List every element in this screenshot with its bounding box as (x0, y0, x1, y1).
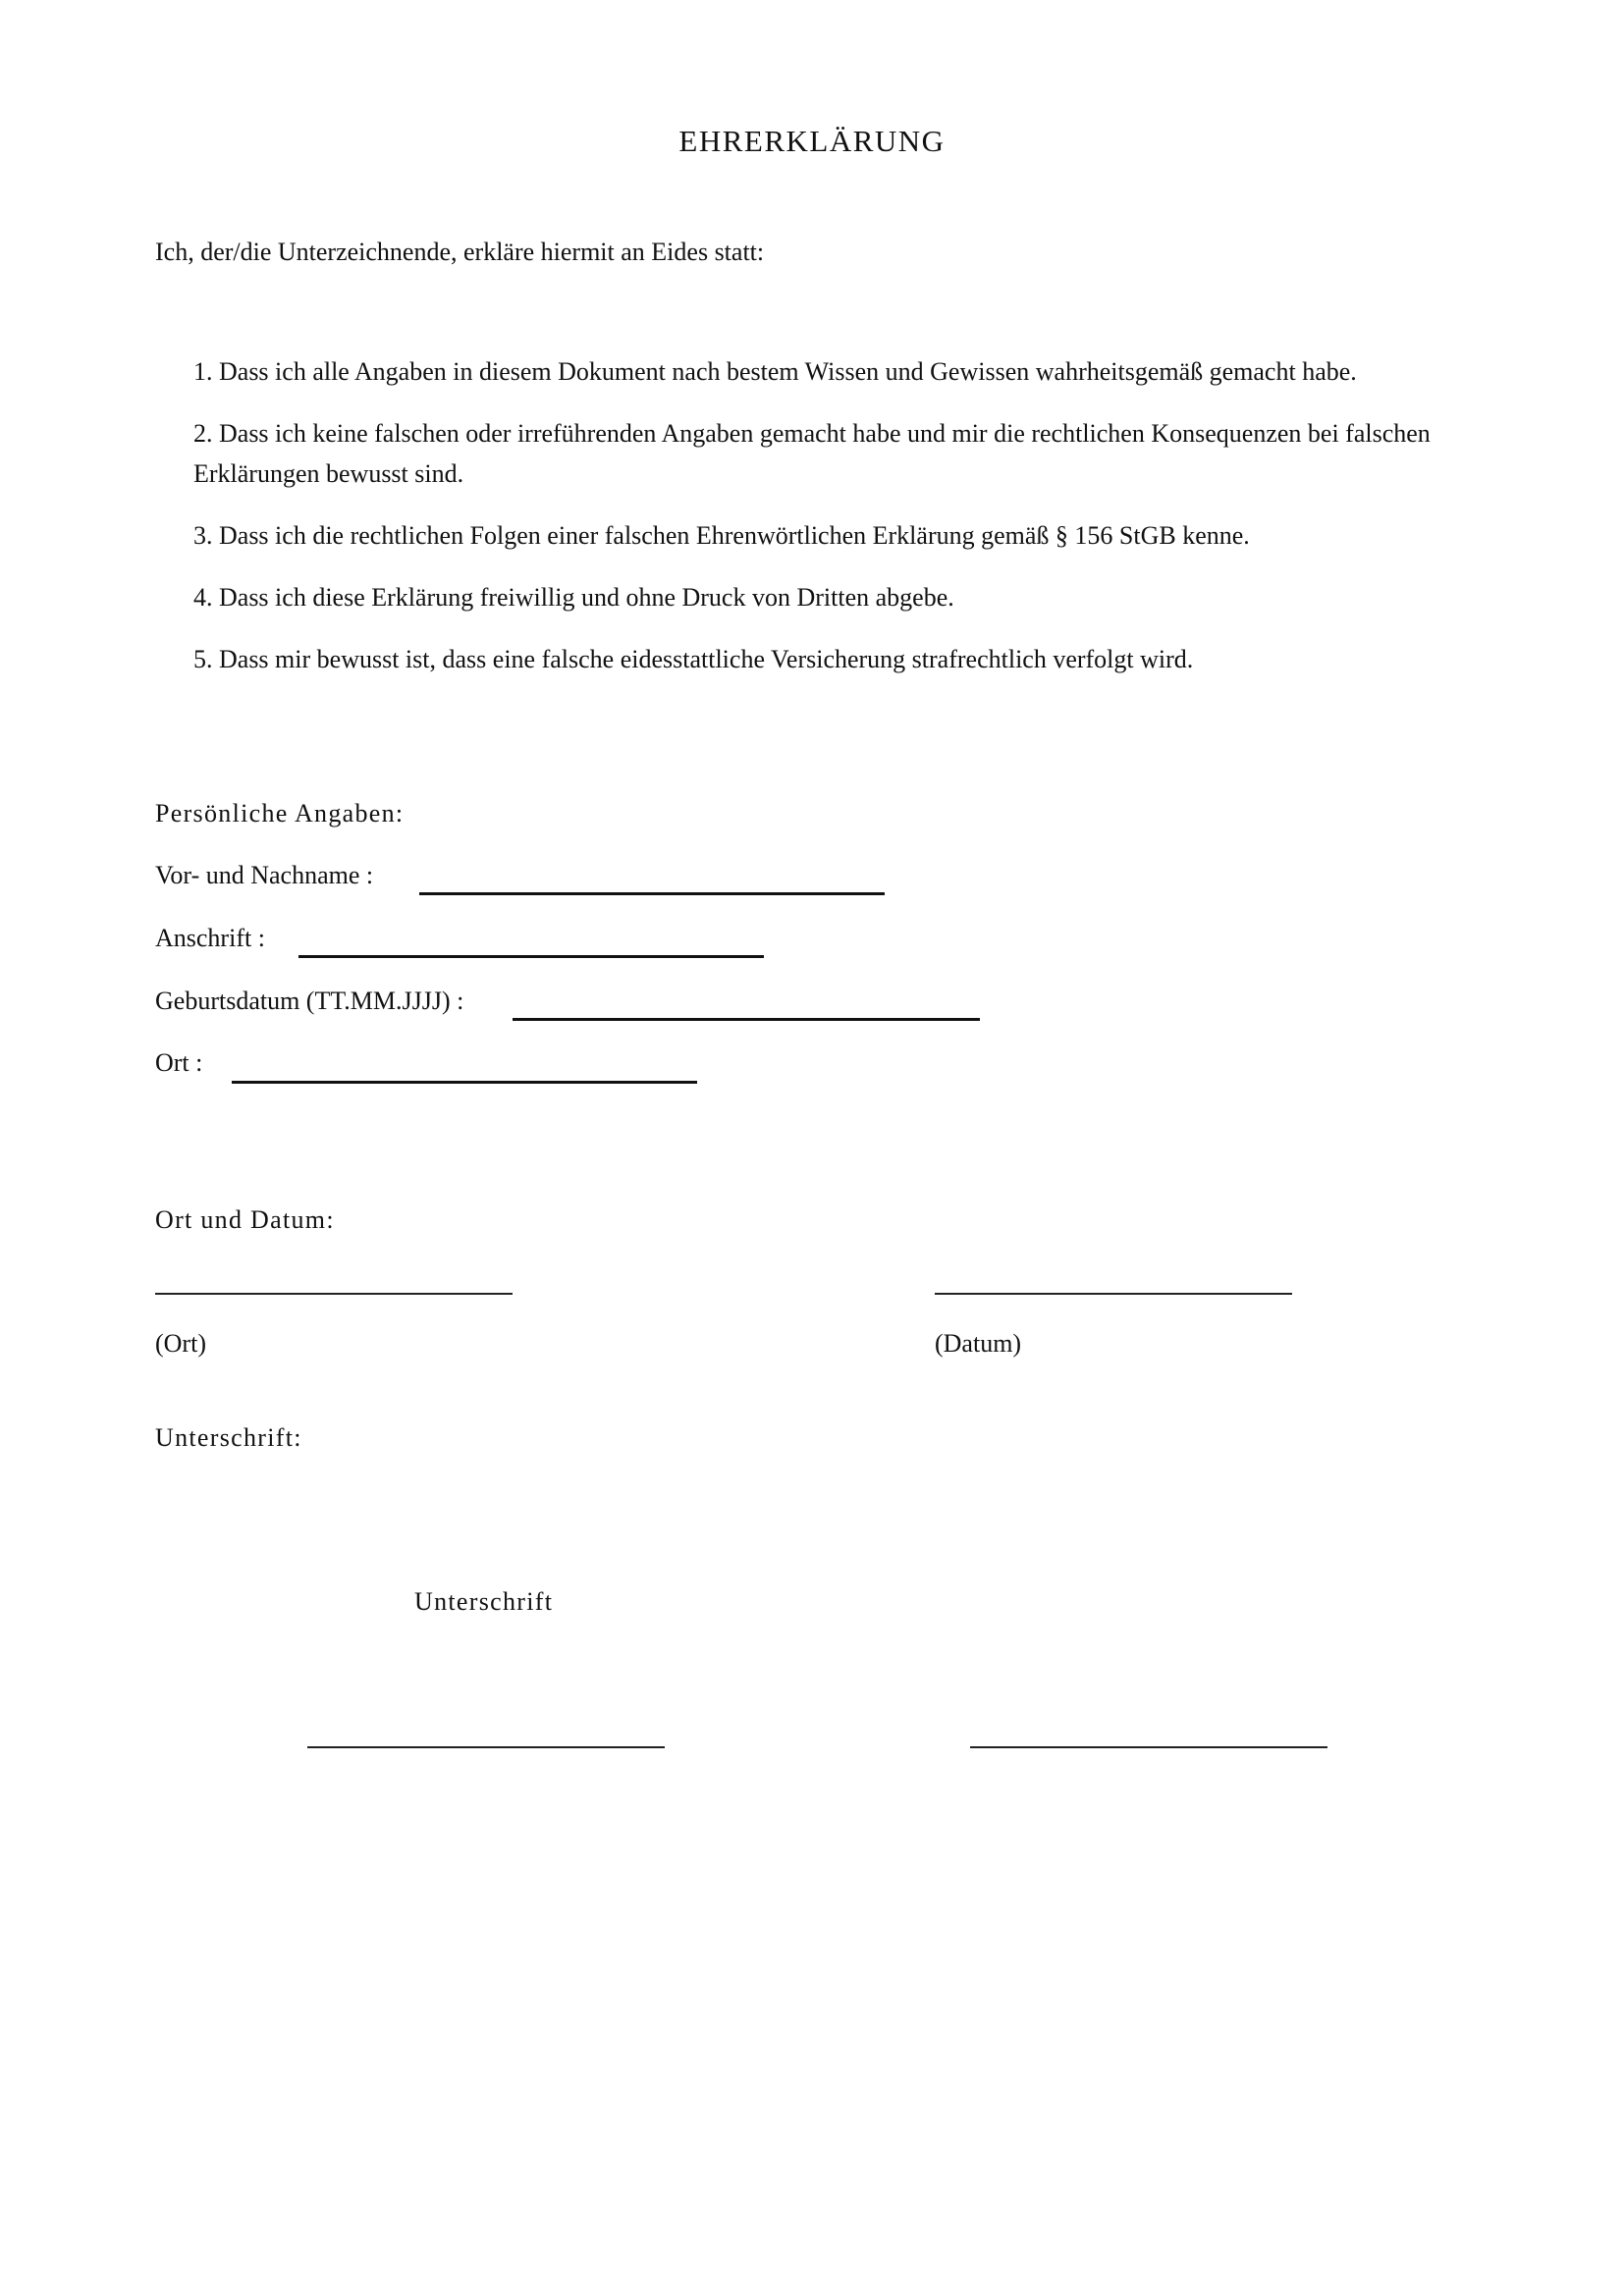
document-title: EHRERKLÄRUNG (678, 124, 946, 158)
place-label: Ort : (155, 1048, 203, 1077)
name-field-line[interactable] (419, 892, 885, 895)
birthdate-field-line[interactable] (513, 1018, 980, 1021)
signature-line-left[interactable] (307, 1746, 665, 1748)
address-field-line[interactable] (298, 955, 764, 958)
declaration-item: 1. Dass ich alle Angaben in diesem Dokument nach bestem Wissen und Gewissen wahrheitsgemäß gemacht habe. (193, 357, 1357, 386)
intro-text: Ich, der/die Unterzeichnende, erkläre hiermit an Eides statt: (155, 238, 765, 266)
place-caption: (Ort) (155, 1329, 206, 1358)
date-caption: (Datum) (935, 1329, 1022, 1358)
declaration-list (193, 351, 1499, 701)
declaration-item: 3. Dass ich die rechtlichen Folgen einer falschen Ehrenwörtlichen Erklärung gemäß § 156 StGB kenne. (193, 521, 1250, 550)
address-label: Anschrift : (155, 924, 265, 952)
declaration-item: 2. Dass ich keine falschen oder irreführenden Angaben gemacht habe und mir die rechtlichen Konsequenzen bei falschen Erklärungen bewusst sind. (193, 419, 1431, 488)
signature-heading: Unterschrift: (155, 1423, 302, 1452)
declaration-item: 4. Dass ich diese Erklärung freiwillig und ohne Druck von Dritten abgebe. (193, 583, 954, 612)
declaration-item: 5. Dass mir bewusst ist, dass eine falsche eidesstattliche Versicherung strafrechtlich verfolgt wird. (193, 645, 1194, 673)
birthdate-label: Geburtsdatum (TT.MM.JJJJ) : (155, 987, 464, 1015)
personal-info-heading: Persönliche Angaben: (155, 799, 405, 828)
signature-label: Unterschrift (414, 1587, 554, 1616)
place-date-place-line[interactable] (155, 1293, 513, 1295)
signature-line-right[interactable] (970, 1746, 1327, 1748)
name-label: Vor- und Nachname : (155, 861, 374, 889)
place-field-line[interactable] (232, 1081, 697, 1084)
place-date-heading: Ort und Datum: (155, 1205, 335, 1234)
place-date-date-line[interactable] (935, 1293, 1292, 1295)
